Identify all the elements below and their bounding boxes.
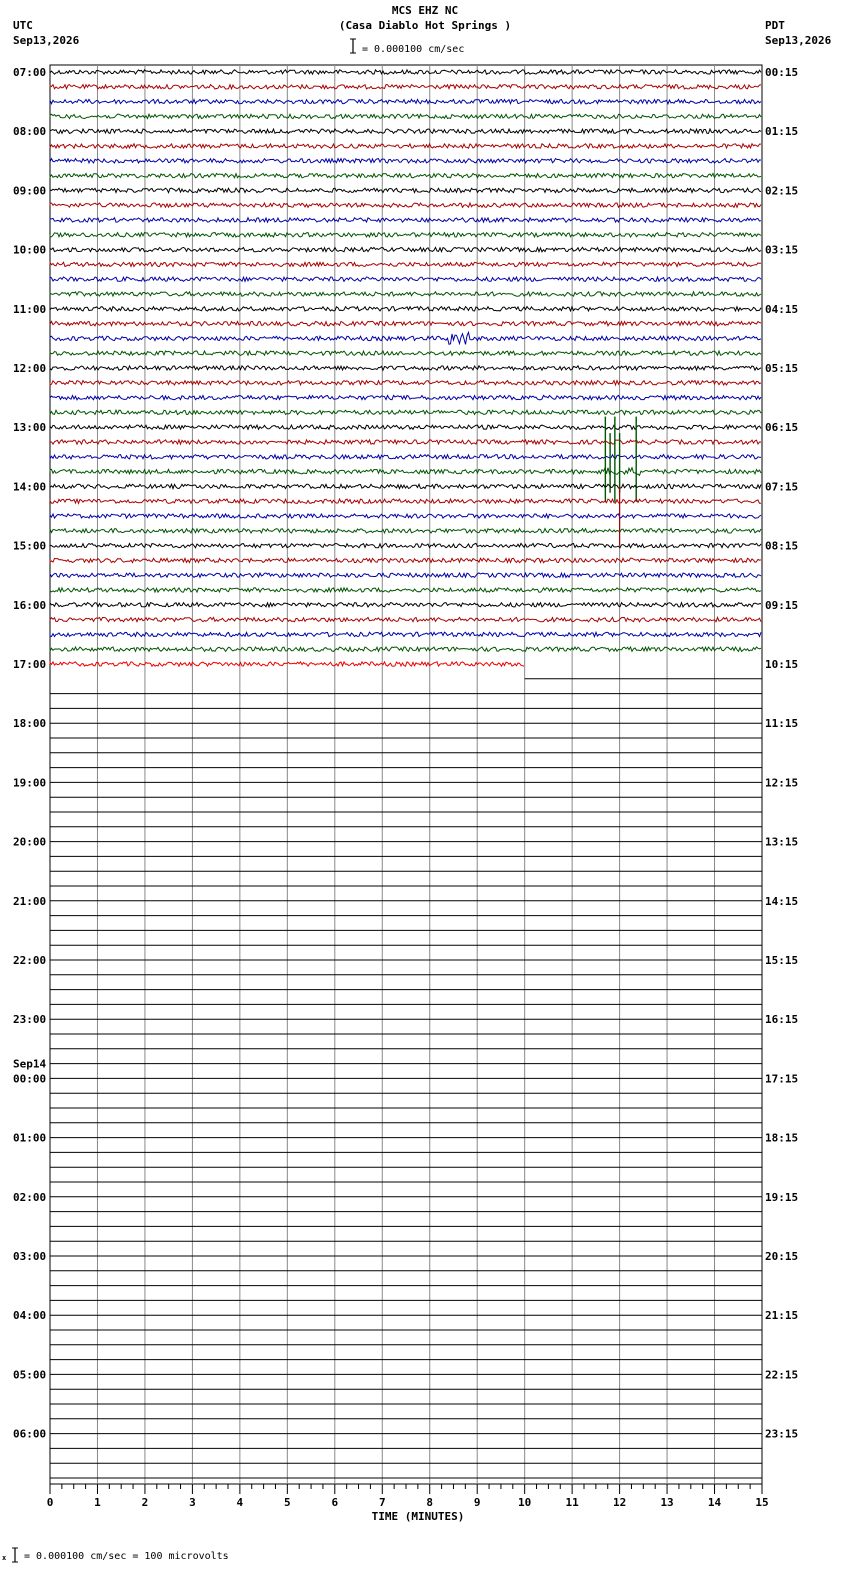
- trace-row: [50, 573, 761, 577]
- trace-row: [50, 218, 761, 222]
- x-tick-label: 9: [473, 1496, 481, 1509]
- utc-hour-label: 04:00: [13, 1309, 47, 1323]
- trace-row: [50, 321, 761, 325]
- x-tick-label: 3: [189, 1496, 196, 1509]
- utc-hour-label: 11:00: [13, 302, 47, 316]
- utc-hour-label: 20:00: [13, 835, 47, 849]
- utc-hour-label: 23:00: [13, 1013, 47, 1027]
- trace-row: [50, 395, 761, 399]
- pdt-hour-label: 14:15: [765, 894, 799, 908]
- x-tick-label: 2: [141, 1496, 149, 1509]
- trace-row: [50, 262, 761, 266]
- x-tick-label: 10: [518, 1496, 532, 1509]
- trace-row: [50, 455, 761, 459]
- x-tick-label: 8: [426, 1496, 434, 1509]
- trace-row: [50, 632, 761, 636]
- trace-row: [50, 366, 761, 370]
- pdt-hour-label: 15:15: [765, 954, 799, 967]
- trace-row: [50, 129, 761, 133]
- utc-hour-label: 08:00: [13, 125, 47, 139]
- x-tick-label: 1: [94, 1496, 101, 1509]
- utc-hour-label: 19:00: [13, 776, 47, 790]
- trace-row: [50, 514, 761, 518]
- trace-row: [50, 159, 761, 163]
- trace-row: [50, 332, 761, 344]
- pdt-hour-label: 08:15: [765, 539, 799, 553]
- x-tick-label: 5: [284, 1496, 291, 1509]
- pdt-label: PDT: [765, 19, 785, 32]
- utc-hour-label: 07:00: [13, 66, 47, 79]
- pdt-hour-label: 02:15: [765, 184, 799, 198]
- trace-row: [50, 558, 761, 562]
- pdt-hour-label: 23:15: [765, 1427, 799, 1441]
- utc-hour-label: 17:00: [13, 658, 47, 671]
- pdt-hour-label: 18:15: [765, 1131, 799, 1145]
- footer-scale-icon: [2, 1547, 20, 1563]
- x-tick-label: 11: [565, 1496, 579, 1509]
- utc-hour-label: 13:00: [13, 421, 47, 435]
- utc-hour-label: 12:00: [13, 362, 47, 375]
- trace-row: [50, 381, 761, 385]
- x-tick-label: 14: [707, 1496, 722, 1509]
- pdt-hour-label: 03:15: [765, 243, 799, 257]
- trace-row: [50, 173, 761, 177]
- utc-hour-label: 15:00: [13, 539, 47, 553]
- trace-row: [50, 99, 761, 103]
- pdt-hour-label: 10:15: [765, 658, 799, 671]
- pdt-hour-label: 17:15: [765, 1072, 799, 1086]
- svg-text:x: x: [2, 1554, 7, 1562]
- trace-row: [50, 603, 761, 607]
- date-change-label: Sep14: [13, 1057, 47, 1071]
- x-tick-label: 13: [660, 1496, 674, 1509]
- trace-row: [50, 543, 761, 547]
- trace-row: [50, 292, 761, 296]
- trace-row: [50, 351, 761, 355]
- station-location: (Casa Diablo Hot Springs ): [338, 19, 512, 32]
- pdt-hour-label: 04:15: [765, 302, 799, 316]
- pdt-hour-label: 19:15: [765, 1190, 799, 1204]
- trace-row: [50, 647, 761, 651]
- utc-hour-label: 22:00: [13, 954, 47, 967]
- pdt-hour-label: 01:15: [765, 125, 799, 139]
- pdt-date: Sep13,2026: [765, 34, 832, 47]
- pdt-hour-label: 21:15: [765, 1309, 799, 1323]
- utc-date: Sep13,2026: [13, 34, 80, 47]
- trace-row: [50, 529, 761, 533]
- utc-hour-label: 09:00: [13, 184, 47, 198]
- utc-hour-label: 05:00: [13, 1368, 47, 1382]
- pdt-hour-label: 11:15: [765, 717, 799, 731]
- utc-hour-label: 00:00: [13, 1072, 47, 1086]
- trace-row: [50, 588, 761, 592]
- utc-hour-label: 06:00: [13, 1427, 47, 1441]
- pdt-hour-label: 07:15: [765, 480, 799, 494]
- pdt-hour-label: 05:15: [765, 362, 799, 375]
- trace-row: [50, 410, 761, 414]
- trace-row: [50, 468, 761, 476]
- trace-row: [50, 70, 761, 74]
- trace-row: [50, 144, 761, 148]
- utc-hour-label: 21:00: [13, 894, 47, 908]
- trace-row: [50, 114, 761, 118]
- trace-row: [50, 85, 761, 89]
- pdt-hour-label: 09:15: [765, 598, 799, 612]
- utc-hour-label: 02:00: [13, 1190, 47, 1204]
- footer-scale-note: = 0.000100 cm/sec = 100 microvolts: [24, 1551, 229, 1562]
- pdt-hour-label: 00:15: [765, 66, 799, 79]
- trace-row: [50, 233, 761, 237]
- pdt-hour-label: 22:15: [765, 1368, 799, 1382]
- trace-row: [50, 188, 761, 192]
- x-axis-label: TIME (MINUTES): [371, 1510, 465, 1523]
- x-tick-label: 7: [378, 1496, 386, 1509]
- trace-row: [50, 617, 761, 621]
- utc-hour-label: 01:00: [13, 1131, 47, 1145]
- utc-hour-label: 18:00: [13, 717, 47, 731]
- trace-row: [50, 499, 761, 503]
- trace-row: [50, 440, 761, 444]
- trace-row: [50, 307, 761, 311]
- x-tick-label: 12: [612, 1496, 627, 1509]
- pdt-hour-label: 16:15: [765, 1013, 799, 1027]
- utc-hour-label: 10:00: [13, 243, 47, 257]
- trace-row: [50, 247, 761, 251]
- station-title: MCS EHZ NC: [391, 4, 459, 17]
- scale-label: = 0.000100 cm/sec: [362, 44, 465, 55]
- trace-row: [50, 484, 761, 488]
- trace-row: [50, 203, 761, 207]
- x-tick-label: 0: [46, 1496, 54, 1509]
- pdt-hour-label: 06:15: [765, 421, 799, 435]
- pdt-hour-label: 12:15: [765, 776, 799, 790]
- pdt-hour-label: 13:15: [765, 835, 799, 849]
- trace-row: [50, 277, 761, 281]
- pdt-hour-label: 20:15: [765, 1250, 799, 1263]
- x-tick-label: 6: [331, 1496, 339, 1509]
- x-tick-label: 4: [236, 1496, 244, 1509]
- utc-hour-label: 03:00: [13, 1250, 47, 1263]
- utc-label: UTC: [13, 19, 33, 32]
- x-tick-label: 15: [755, 1496, 769, 1509]
- trace-row: [50, 425, 761, 429]
- utc-hour-label: 16:00: [13, 598, 47, 612]
- utc-hour-label: 14:00: [13, 480, 47, 494]
